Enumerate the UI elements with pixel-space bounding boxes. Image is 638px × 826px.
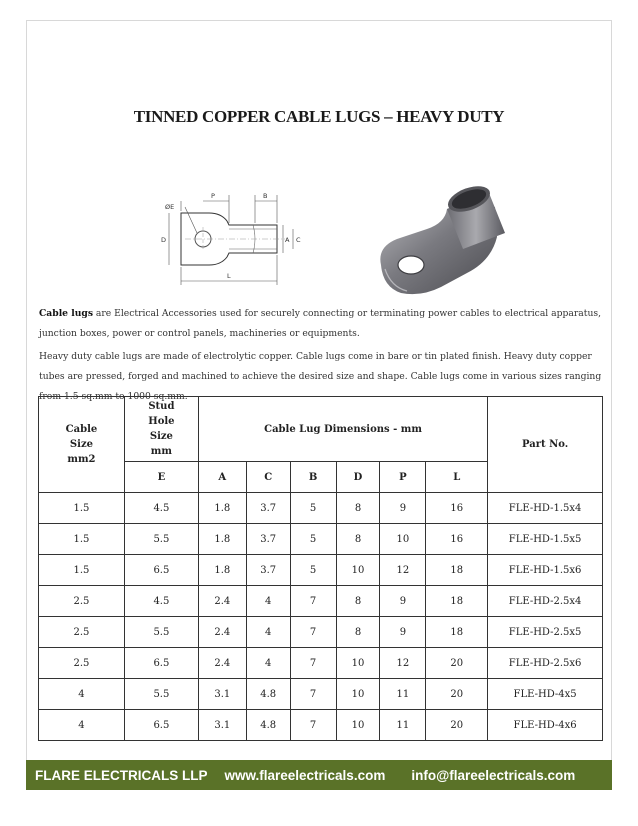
- cell-part-no: FLE-HD-2.5x5: [488, 617, 603, 648]
- table-row: [39, 555, 603, 586]
- cell-part-no: FLE-HD-2.5x4: [488, 586, 603, 617]
- cell-cable-size: 4: [39, 710, 125, 741]
- cell-p: 11: [380, 679, 426, 710]
- cell-c: 3.7: [246, 524, 290, 555]
- lug-dimension-drawing: [145, 169, 525, 309]
- cell-d: 10: [336, 710, 380, 741]
- cell-b: 7: [290, 710, 336, 741]
- footer-email-link[interactable]: info@flareelectricals.com: [411, 767, 576, 783]
- subheader-b: B: [290, 462, 336, 493]
- cell-cable-size: 4: [39, 679, 125, 710]
- cell-p: 9: [380, 586, 426, 617]
- cell-c: 3.7: [246, 493, 290, 524]
- cell-cable-size: 2.5: [39, 648, 125, 679]
- cell-l: 18: [426, 586, 488, 617]
- cell-p: 12: [380, 555, 426, 586]
- subheader-l: L: [426, 462, 488, 493]
- description-paragraph: Heavy duty cable lugs are made of electrolytic copper. Cable lugs come in bare or tin plated finish. Heavy duty copper tubes are pressed, forged and machined to achieve the desired size and shape. Cable lugs come in various sizes ranging from 1.5 sq.mm to 1000 sq.mm.: [39, 351, 602, 402]
- stud-hole-header: Stud Hole Size mm: [124, 397, 198, 462]
- cell-a: 1.8: [198, 555, 246, 586]
- cell-l: 20: [426, 679, 488, 710]
- cell-d: 8: [336, 493, 380, 524]
- cell-part-no: FLE-HD-1.5x4: [488, 493, 603, 524]
- table-row: [39, 493, 603, 524]
- table-row: [39, 710, 603, 741]
- subheader-p: P: [380, 462, 426, 493]
- dim-label-d: D: [161, 236, 167, 244]
- cell-part-no: FLE-HD-1.5x6: [488, 555, 603, 586]
- cell-b: 5: [290, 493, 336, 524]
- dim-label-c: C: [296, 236, 301, 244]
- cell-p: 9: [380, 493, 426, 524]
- cell-b: 7: [290, 586, 336, 617]
- cell-l: 18: [426, 617, 488, 648]
- cell-c: 3.7: [246, 555, 290, 586]
- cell-stud-hole: 5.5: [124, 617, 198, 648]
- cell-b: 5: [290, 555, 336, 586]
- subheader-a: A: [198, 462, 246, 493]
- cell-c: 4.8: [246, 679, 290, 710]
- cell-l: 20: [426, 710, 488, 741]
- cell-d: 10: [336, 555, 380, 586]
- cell-a: 1.8: [198, 524, 246, 555]
- cell-b: 5: [290, 524, 336, 555]
- cell-a: 3.1: [198, 710, 246, 741]
- intro-text: are Electrical Accessories used for securely connecting or terminating power cables to electrical apparatus, junction boxes, power or control panels, machineries or equipments.: [39, 308, 601, 339]
- cell-a: 1.8: [198, 493, 246, 524]
- table-header-row: [39, 397, 603, 462]
- dim-label-l: L: [227, 272, 231, 280]
- cell-d: 8: [336, 586, 380, 617]
- cell-p: 9: [380, 617, 426, 648]
- cell-c: 4: [246, 617, 290, 648]
- subheader-c: C: [246, 462, 290, 493]
- cell-l: 16: [426, 493, 488, 524]
- cell-stud-hole: 6.5: [124, 555, 198, 586]
- subheader-e: E: [124, 462, 198, 493]
- table-row: [39, 524, 603, 555]
- cell-part-no: FLE-HD-4x5: [488, 679, 603, 710]
- cable-size-header: Cable Size mm2: [39, 397, 125, 493]
- cell-a: 3.1: [198, 679, 246, 710]
- table-row: [39, 648, 603, 679]
- cell-cable-size: 1.5: [39, 493, 125, 524]
- specifications-table: [38, 396, 603, 741]
- cell-c: 4.8: [246, 710, 290, 741]
- cell-l: 20: [426, 648, 488, 679]
- cell-stud-hole: 5.5: [124, 679, 198, 710]
- cell-l: 16: [426, 524, 488, 555]
- cell-l: 18: [426, 555, 488, 586]
- cell-p: 12: [380, 648, 426, 679]
- intro-paragraph: [39, 304, 603, 344]
- cell-a: 2.4: [198, 617, 246, 648]
- cell-cable-size: 1.5: [39, 524, 125, 555]
- cell-p: 11: [380, 710, 426, 741]
- cell-a: 2.4: [198, 586, 246, 617]
- cell-b: 7: [290, 679, 336, 710]
- cell-cable-size: 1.5: [39, 555, 125, 586]
- dim-label-a: A: [285, 236, 290, 244]
- table-row: [39, 586, 603, 617]
- cell-c: 4: [246, 648, 290, 679]
- cell-p: 10: [380, 524, 426, 555]
- cell-stud-hole: 6.5: [124, 648, 198, 679]
- intro-bold-term: Cable lugs: [39, 308, 93, 319]
- cell-part-no: FLE-HD-1.5x5: [488, 524, 603, 555]
- dim-label-e: ØE: [165, 203, 175, 211]
- document-page: [26, 20, 612, 790]
- cell-stud-hole: 4.5: [124, 586, 198, 617]
- dimensions-header: Cable Lug Dimensions - mm: [198, 397, 487, 462]
- cable-lug-photo: [380, 181, 505, 294]
- cell-d: 10: [336, 679, 380, 710]
- footer-website-link[interactable]: www.flareelectricals.com: [224, 767, 386, 783]
- cell-b: 7: [290, 648, 336, 679]
- part-no-header: Part No.: [488, 397, 603, 493]
- footer-company: FLARE ELECTRICALS LLP: [35, 767, 208, 783]
- cell-b: 7: [290, 617, 336, 648]
- cell-stud-hole: 4.5: [124, 493, 198, 524]
- cell-stud-hole: 6.5: [124, 710, 198, 741]
- product-figure: [145, 169, 525, 309]
- cell-part-no: FLE-HD-2.5x6: [488, 648, 603, 679]
- page-title: TINNED COPPER CABLE LUGS – HEAVY DUTY: [133, 107, 505, 126]
- cell-c: 4: [246, 586, 290, 617]
- cell-cable-size: 2.5: [39, 586, 125, 617]
- cell-a: 2.4: [198, 648, 246, 679]
- cell-d: 8: [336, 617, 380, 648]
- table-row: [39, 617, 603, 648]
- cell-d: 8: [336, 524, 380, 555]
- subheader-d: D: [336, 462, 380, 493]
- dim-label-b: B: [263, 192, 268, 200]
- cell-cable-size: 2.5: [39, 617, 125, 648]
- table-row: [39, 679, 603, 710]
- cell-part-no: FLE-HD-4x6: [488, 710, 603, 741]
- cell-d: 10: [336, 648, 380, 679]
- footer-bar: [26, 760, 612, 790]
- dim-label-p: P: [211, 192, 215, 200]
- cell-stud-hole: 5.5: [124, 524, 198, 555]
